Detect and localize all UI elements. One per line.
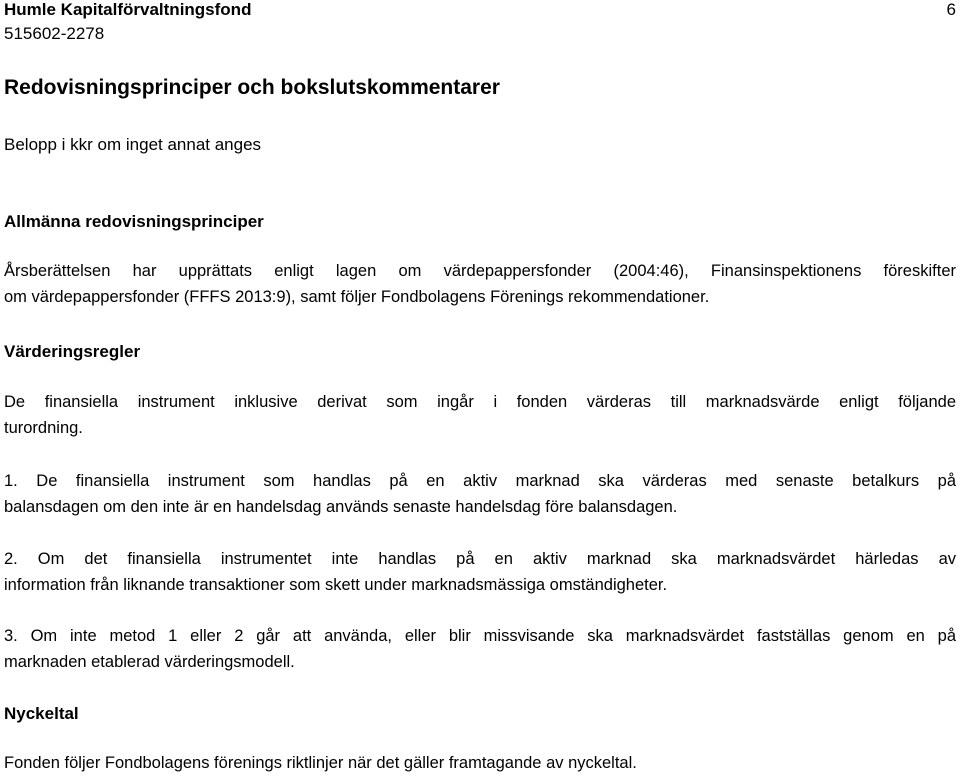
document-page xyxy=(4,0,956,778)
valuation-intro-line-2: turordning. xyxy=(4,419,83,437)
section-title: Redovisningsprinciper och bokslutskommentarer xyxy=(4,76,500,99)
valuation-rule-3-line-2: marknaden etablerad värderingsmodell. xyxy=(4,653,295,671)
general-principles-line-1: Årsberättelsen har upprättats enligt lagen om värdepappersfonder (2004:46), Finansinspektionens föreskifter xyxy=(4,262,956,280)
valuation-intro-paragraph xyxy=(4,389,956,441)
amounts-note: Belopp i kkr om inget annat anges xyxy=(4,135,262,154)
general-principles-line-2: om värdepappersfonder (FFFS 2013:9), samt följer Fondbolagens Förenings rekommendationer. xyxy=(4,288,710,306)
valuation-rule-2-line-1: 2. Om det finansiella instrumentet inte handlas på en aktiv marknad ska marknadsvärdet härledas av xyxy=(4,550,956,568)
valuation-rule-2-line-2: information från liknande transaktioner som skett under marknadsmässiga omständigheter. xyxy=(4,576,668,594)
valuation-rule-3-line-1: 3. Om inte metod 1 eller 2 går att använda, eller blir missvisande ska marknadsvärdet fastställas genom en på xyxy=(4,627,956,645)
org-number: 515602-2278 xyxy=(4,24,105,43)
general-principles-paragraph xyxy=(4,258,956,310)
valuation-rules-heading: Värderingsregler xyxy=(4,342,141,361)
key-figures-paragraph xyxy=(4,750,956,776)
valuation-rule-1-line-1: 1. De finansiella instrument som handlas på en aktiv marknad ska värderas med senaste betalkurs på xyxy=(4,472,956,490)
valuation-intro-line-1: De finansiella instrument inklusive derivat som ingår i fonden värderas till marknadsvärde enligt följande xyxy=(4,393,956,411)
valuation-rule-1-line-2: balansdagen om den inte är en handelsdag används senaste handelsdag före balansdagen. xyxy=(4,498,678,516)
general-principles-heading: Allmänna redovisningsprinciper xyxy=(4,212,264,231)
page-number: 6 xyxy=(946,0,956,19)
valuation-rule-3 xyxy=(4,623,956,675)
key-figures-heading: Nyckeltal xyxy=(4,704,79,723)
valuation-rule-1 xyxy=(4,468,956,520)
company-name: Humle Kapitalförvaltningsfond xyxy=(4,0,252,19)
valuation-rule-2 xyxy=(4,546,956,598)
key-figures-text: Fonden följer Fondbolagens förenings riktlinjer när det gäller framtagande av nyckeltal. xyxy=(4,754,637,772)
